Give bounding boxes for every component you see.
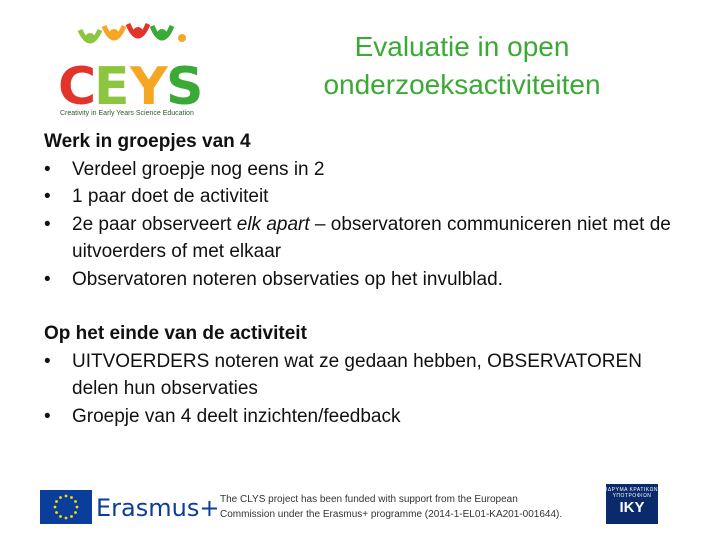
- section1-heading: Werk in groepjes van 4: [44, 131, 251, 152]
- ceys-letter-e: E: [94, 57, 130, 114]
- emphasis-text: elk apart: [236, 213, 310, 235]
- section2-bullet: • UITVOERDERS noteren wat ze gedaan hebben, OBSERVATOREN delen hun observaties: [44, 348, 684, 403]
- section2-bullet: • Groepje van 4 deelt inzichten/feedback: [44, 403, 684, 431]
- bullet-text: – observatoren communiceren niet met de uitvoerders of met elkaar: [72, 213, 671, 262]
- logo-tagline: Creativity in Early Years Science Education: [60, 110, 194, 117]
- ceys-logo: [52, 22, 212, 122]
- ceys-wordmark: [56, 54, 216, 114]
- slide-title: [262, 28, 662, 104]
- ceys-letter-c: C: [58, 57, 97, 114]
- section1-bullet: • Observatoren noteren observaties op het invulblad.: [44, 266, 684, 294]
- title-line-1: Evaluatie in open: [354, 31, 570, 62]
- erasmus-logo: [40, 488, 220, 524]
- ceys-letter-s: S: [166, 57, 204, 114]
- slide-content: [44, 128, 684, 430]
- eu-flag-icon: [40, 490, 92, 524]
- section1-bullet: [44, 211, 684, 266]
- iky-label: IKY: [619, 499, 645, 516]
- funding-notice: [220, 492, 580, 522]
- iky-logo: [606, 484, 658, 524]
- funding-line-1: The CLYS project has been funded with support from the European: [220, 494, 518, 505]
- section1-bullet: • Verdeel groepje nog eens in 2: [44, 156, 684, 184]
- bullet-text: 2e paar observeert: [72, 213, 237, 235]
- erasmus-label: Erasmus+: [96, 494, 220, 522]
- title-line-2: onderzoeksactiviteiten: [323, 69, 601, 100]
- ceys-letter-y: Y: [130, 57, 168, 114]
- funding-line-2: Commission under the Erasmus+ programme (2014-1-EL01-KA201-001644).: [220, 509, 563, 520]
- section1-bullet: • 1 paar doet de activiteit: [44, 183, 684, 211]
- section2-heading: Op het einde van de activiteit: [44, 323, 307, 344]
- children-figures-icon: [72, 22, 192, 56]
- iky-subtitle: ΙΔΡΥΜΑ ΚΡΑΤΙΚΩΝ ΥΠΟΤΡΟΦΙΩΝ: [606, 487, 658, 499]
